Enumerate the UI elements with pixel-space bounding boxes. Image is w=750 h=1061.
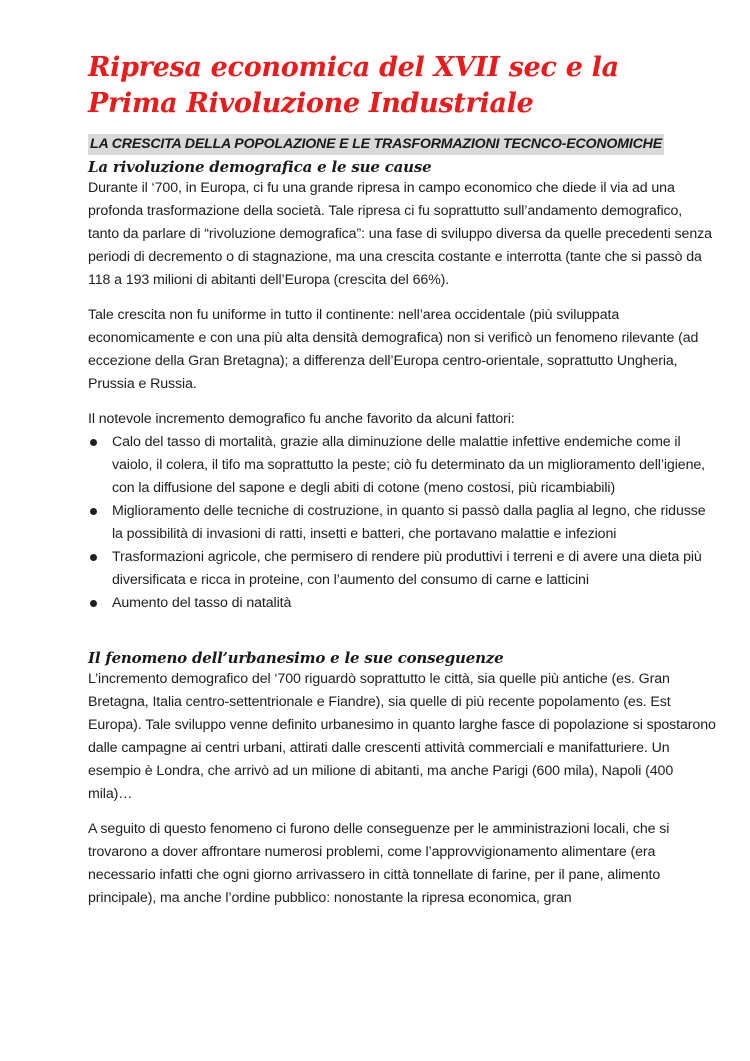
bullet-icon — [90, 439, 97, 446]
paragraph-demography-1: Durante il ‘700, in Europa, ci fu una grande ripresa in campo economico che diede il via ad una profonda trasformazione della società. Tale ripresa ci fu soprattutto sull’andamento demografico, tanto da parlare di “rivoluzione demografica”: una fase di sviluppo diversa da quelle precedenti senza periodi di decremento o di stagnazione, ma una crescita costante e interrotta (tante che si passò da 118 a 193 milioni di abitanti dell’Europa (crescita del 66%). — [88, 180, 712, 288]
paragraph-demography-3: Il notevole incremento demografico fu anche favorito da alcuni fattori: — [88, 411, 515, 427]
list-item-text: Calo del tasso di mortalità, grazie alla diminuzione delle malattie infettive endemiche come il vaiolo, il colera, il tifo ma soprattutto la peste; ciò fu determinato da un miglioramento dell’igiene, con la diffusione del sapone e degli abiti di cotone (meno costosi, più ricambiabili) — [112, 434, 705, 496]
list-item — [88, 500, 716, 546]
list-item — [88, 546, 716, 592]
paragraph-urbanism-2: A seguito di questo fenomeno ci furono delle conseguenze per le amministrazioni locali, che si trovarono a dover affrontare numerosi problemi, come l’approvvigionamento alimentare (era necessario infatti che ogni giorno arrivassero in città tonnellate di farine, per il pane, alimento principale), ma anche l’ordine pubblico: nonostante la ripresa economica, gran — [88, 821, 670, 906]
list-item-text: Trasformazioni agricole, che permisero di rendere più produttivi i terreni e di avere una dieta più diversificata e ricca in proteine, con l’aumento del consumo di carne e latticini — [112, 549, 702, 588]
bullet-icon — [90, 508, 97, 515]
bullet-icon — [90, 600, 97, 607]
list-item — [88, 431, 716, 500]
list-item-text: Miglioramento delle tecniche di costruzione, in quanto si passò dalla paglia al legno, che ridusse la possibilità di invasioni di ratti, insetti e batteri, che portavano malattie e infezioni — [112, 503, 706, 542]
document-page — [88, 50, 716, 910]
subsection-heading-demography: La rivoluzione demografica e le sue cause — [88, 158, 432, 176]
factors-list — [88, 431, 716, 615]
section-heading: LA CRESCITA DELLA POPOLAZIONE E LE TRASFORMAZIONI TECNCO-ECONOMICHE — [88, 134, 664, 155]
list-item — [88, 592, 716, 615]
document-title: Ripresa economica del XVII sec e la Prima Rivoluzione Industriale — [88, 52, 619, 119]
list-item-text: Aumento del tasso di natalità — [112, 595, 292, 611]
paragraph-demography-2: Tale crescita non fu uniforme in tutto il continente: nell’area occidentale (più sviluppata economicamente e con una più alta densità demografica) non si verificò un fenomeno rilevante (ad eccezione della Gran Bretagna); a differenza dell’Europa centro-orientale, soprattutto Ungheria, Prussia e Russia. — [88, 307, 699, 392]
bullet-icon — [90, 554, 97, 561]
paragraph-urbanism-1: L’incremento demografico del ‘700 riguardò soprattutto le città, sia quelle più antiche (es. Gran Bretagna, Italia centro-settentrionale e Fiandre), sia quelle di più recente popolamento (es. Est Europa). Tale sviluppo venne definito urbanesimo in quanto larghe fasce di popolazione si spostarono dalle campagne ai centri urbani, attirati dalle crescenti attività commerciali e manifatturiere. Un esempio è Londra, che arrivò ad un milione di abitanti, ma anche Parigi (600 mila), Napoli (400 mila)… — [88, 671, 716, 802]
subsection-heading-urbanism: Il fenomeno dell’urbanesimo e le sue conseguenze — [88, 649, 504, 667]
